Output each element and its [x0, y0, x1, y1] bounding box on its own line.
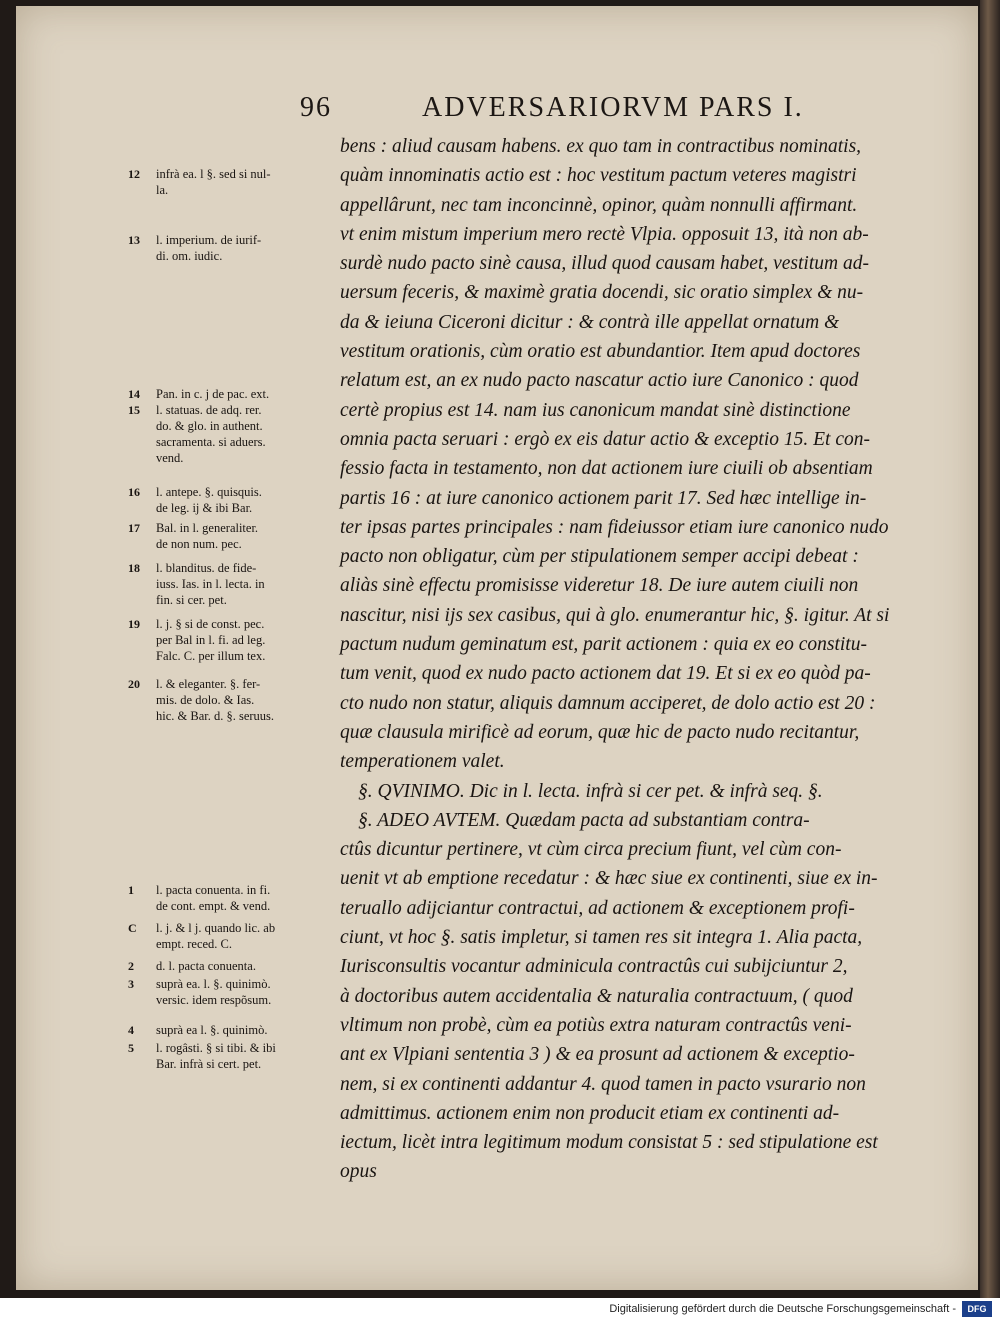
main-text — [340, 132, 952, 1187]
text-line: teruallo adijciantur contractui, ad actionem & exceptionem profi- — [340, 897, 855, 919]
margin-note-text: infrà ea. l §. sed si nul- la. — [156, 167, 271, 197]
margin-note-text: l. pacta conuenta. in fi. de cont. empt. & vend. — [156, 883, 271, 913]
text-line: quæ clausula mirificè ad eorum, quæ hic de pacto nudo recitantur, — [340, 721, 860, 743]
margin-note-number: 5 — [128, 1041, 134, 1055]
text-line: surdè nudo pacto sinè causa, illud quod causam habet, vestitum ad- — [340, 253, 869, 275]
margin-note-text: l. statuas. de adq. rer. do. & glo. in authent. sacramenta. si aduers. vend. — [156, 403, 266, 465]
margin-note-number: 2 — [128, 959, 134, 973]
margin-note-number: 12 — [128, 167, 140, 181]
margin-note-text: l. imperium. de iurif- di. om. iudic. — [156, 233, 262, 263]
text-line: pacto non obligatur, cùm per stipulationem semper accipi debeat : — [340, 546, 859, 568]
text-line: aliàs sinè effectu promisisse videretur 18. De iure autem ciuili non — [340, 575, 859, 597]
text-line: da & ieiuna Ciceroni dicitur : & contrà ille appellat ornatum & — [340, 311, 840, 333]
text-line: partis 16 : at iure canonico actionem parit 17. Sed hæc intellige in- — [340, 487, 867, 509]
margin-note-text: l. blanditus. de fide- iuss. Ias. in l. lecta. in fin. si cer. pet. — [156, 561, 265, 607]
text-line: iectum, licèt intra legitimum modum consistat 5 : sed stipulatione est — [340, 1132, 878, 1154]
margin-note-number: 4 — [128, 1023, 134, 1037]
margin-note-number: 1 — [128, 883, 134, 897]
dfg-logo: DFG — [962, 1301, 992, 1317]
margin-note-number: 3 — [128, 977, 134, 991]
text-line: temperationem valet. — [340, 751, 505, 773]
text-line: quàm innominatis actio est : hoc vestitum pactum veteres magistri — [340, 165, 857, 187]
text-line: §. ADEO AVTEM. Quædam pacta ad substantiam contra- — [358, 809, 810, 831]
margin-note-text: l. & eleganter. §. fer- mis. de dolo. & Ias. hic. & Bar. d. §. seruus. — [156, 677, 275, 723]
margin-note-number: 17 — [128, 521, 140, 535]
margin-note-text: suprà ea. l. §. quinimò. versic. idem respõsum. — [156, 977, 272, 1007]
margin-note-text: l. antepe. §. quisquis. de leg. ij & ibi Bar. — [156, 485, 262, 515]
margin-note-number: 14 — [128, 387, 140, 401]
text-line: pactum nudum geminatum est, parit actionem : quia ex eo constitu- — [340, 634, 867, 656]
text-line: ciunt, vt hoc §. satis impletur, si tamen res sit integra 1. Alia pacta, — [340, 927, 863, 949]
margin-note-text: l. rogâsti. § si tibi. & ibi Bar. infrà si cert. pet. — [156, 1041, 276, 1071]
margin-note-text: Pan. in c. j de pac. ext. — [156, 387, 270, 401]
text-line: uenit vt ab emptione recedatur : & hæc siue ex continenti, siue ex in- — [340, 868, 878, 890]
margin-note-number: 19 — [128, 617, 140, 631]
text-line: à doctoribus autem accidentalia & naturalia contractuum, ( quod — [340, 985, 853, 1007]
text-line: opus — [340, 1161, 377, 1183]
text-line: ter ipsas partes principales : nam fideiussor etiam iure canonico nudo — [340, 516, 889, 538]
text-line: vt enim mistum imperium mero rectè Vlpia. opposuit 13, ità non ab- — [340, 223, 869, 245]
text-line: ant ex Vlpiani sententia 3 ) & ea prosunt ad actionem & exceptio- — [340, 1044, 855, 1066]
book-edge — [980, 0, 1000, 1298]
margin-note-number: 20 — [128, 677, 140, 691]
margin-note-text: suprà ea l. §. quinimò. — [156, 1023, 268, 1037]
running-title: ADVERSARIORVM PARS I. — [422, 92, 804, 123]
margin-note-number: 13 — [128, 233, 140, 247]
text-line: §. QVINIMO. Dic in l. lecta. infrà si cer pet. & infrà seq. §. — [358, 780, 823, 802]
text-line: uersum feceris, & maximè gratia docendi, sic oratio simplex & nu- — [340, 282, 864, 304]
text-line: nascitur, nisi ijs sex casibus, qui à glo. enumerantur hic, §. igitur. At si — [340, 604, 890, 626]
margin-note-number: 16 — [128, 485, 140, 499]
text-line: appellârunt, nec tam inconcinnè, opinor, quàm nonnulli affirmant. — [340, 194, 858, 216]
text-line: Iurisconsultis vocantur adminicula contractûs cui subijciuntur 2, — [340, 956, 848, 978]
margin-note-number: C — [128, 921, 137, 935]
margin-note-number: 18 — [128, 561, 140, 575]
text-line: ctûs dicuntur pertinere, vt cùm circa precium fiunt, vel cùm con- — [340, 839, 842, 861]
margin-note-text: l. j. § si de const. pec. per Bal in l. fi. ad leg. Falc. C. per illum tex. — [156, 617, 266, 663]
text-line: bens : aliud causam habens. ex quo tam in contractibus nominatis, — [340, 136, 862, 157]
text-line: admittimus. actionem enim non producit etiam ex continenti ad- — [340, 1102, 840, 1124]
margin-note-text: d. l. pacta conuenta. — [156, 959, 256, 973]
footer-bar — [0, 1298, 1000, 1321]
text-line: omnia pacta seruari : ergò ex eis datur actio & exceptio 15. Et con- — [340, 428, 870, 450]
dfg-credit-text: Digitalisierung gefördert durch die Deutsche Forschungsgemeinschaft - — [609, 1303, 956, 1315]
text-line: vestitum orationis, cùm oratio est abundantior. Item apud doctores — [340, 341, 861, 363]
text-line: tum venit, quod ex nudo pacto actionem dat 19. Et si ex eo quòd pa- — [340, 663, 871, 685]
margin-note-text: l. j. & l j. quando lic. ab empt. reced. C. — [156, 921, 276, 951]
margin-note-number: 15 — [128, 403, 140, 417]
text-line: cto nudo non statur, aliquis damnum acciperet, de dolo actio est 20 : — [340, 692, 876, 714]
text-line: vltimum non probè, cùm ea potiùs extra naturam contractûs veni- — [340, 1014, 852, 1036]
margin-note-text: Bal. in l. generaliter. de non num. pec. — [156, 521, 259, 551]
text-line: fessio facta in testamento, non dat actionem iure ciuili ob absentiam — [340, 458, 873, 480]
text-line: relatum est, an ex nudo pacto nascatur actio iure Canonico : quod — [340, 370, 859, 392]
page-number: 96 — [300, 92, 332, 123]
text-line: certè propius est 14. nam ius canonicum mandat sinè distinctione — [340, 399, 851, 421]
text-line: nem, si ex continenti addantur 4. quod tamen in pacto vsurario non — [340, 1073, 866, 1095]
running-header — [300, 92, 860, 128]
